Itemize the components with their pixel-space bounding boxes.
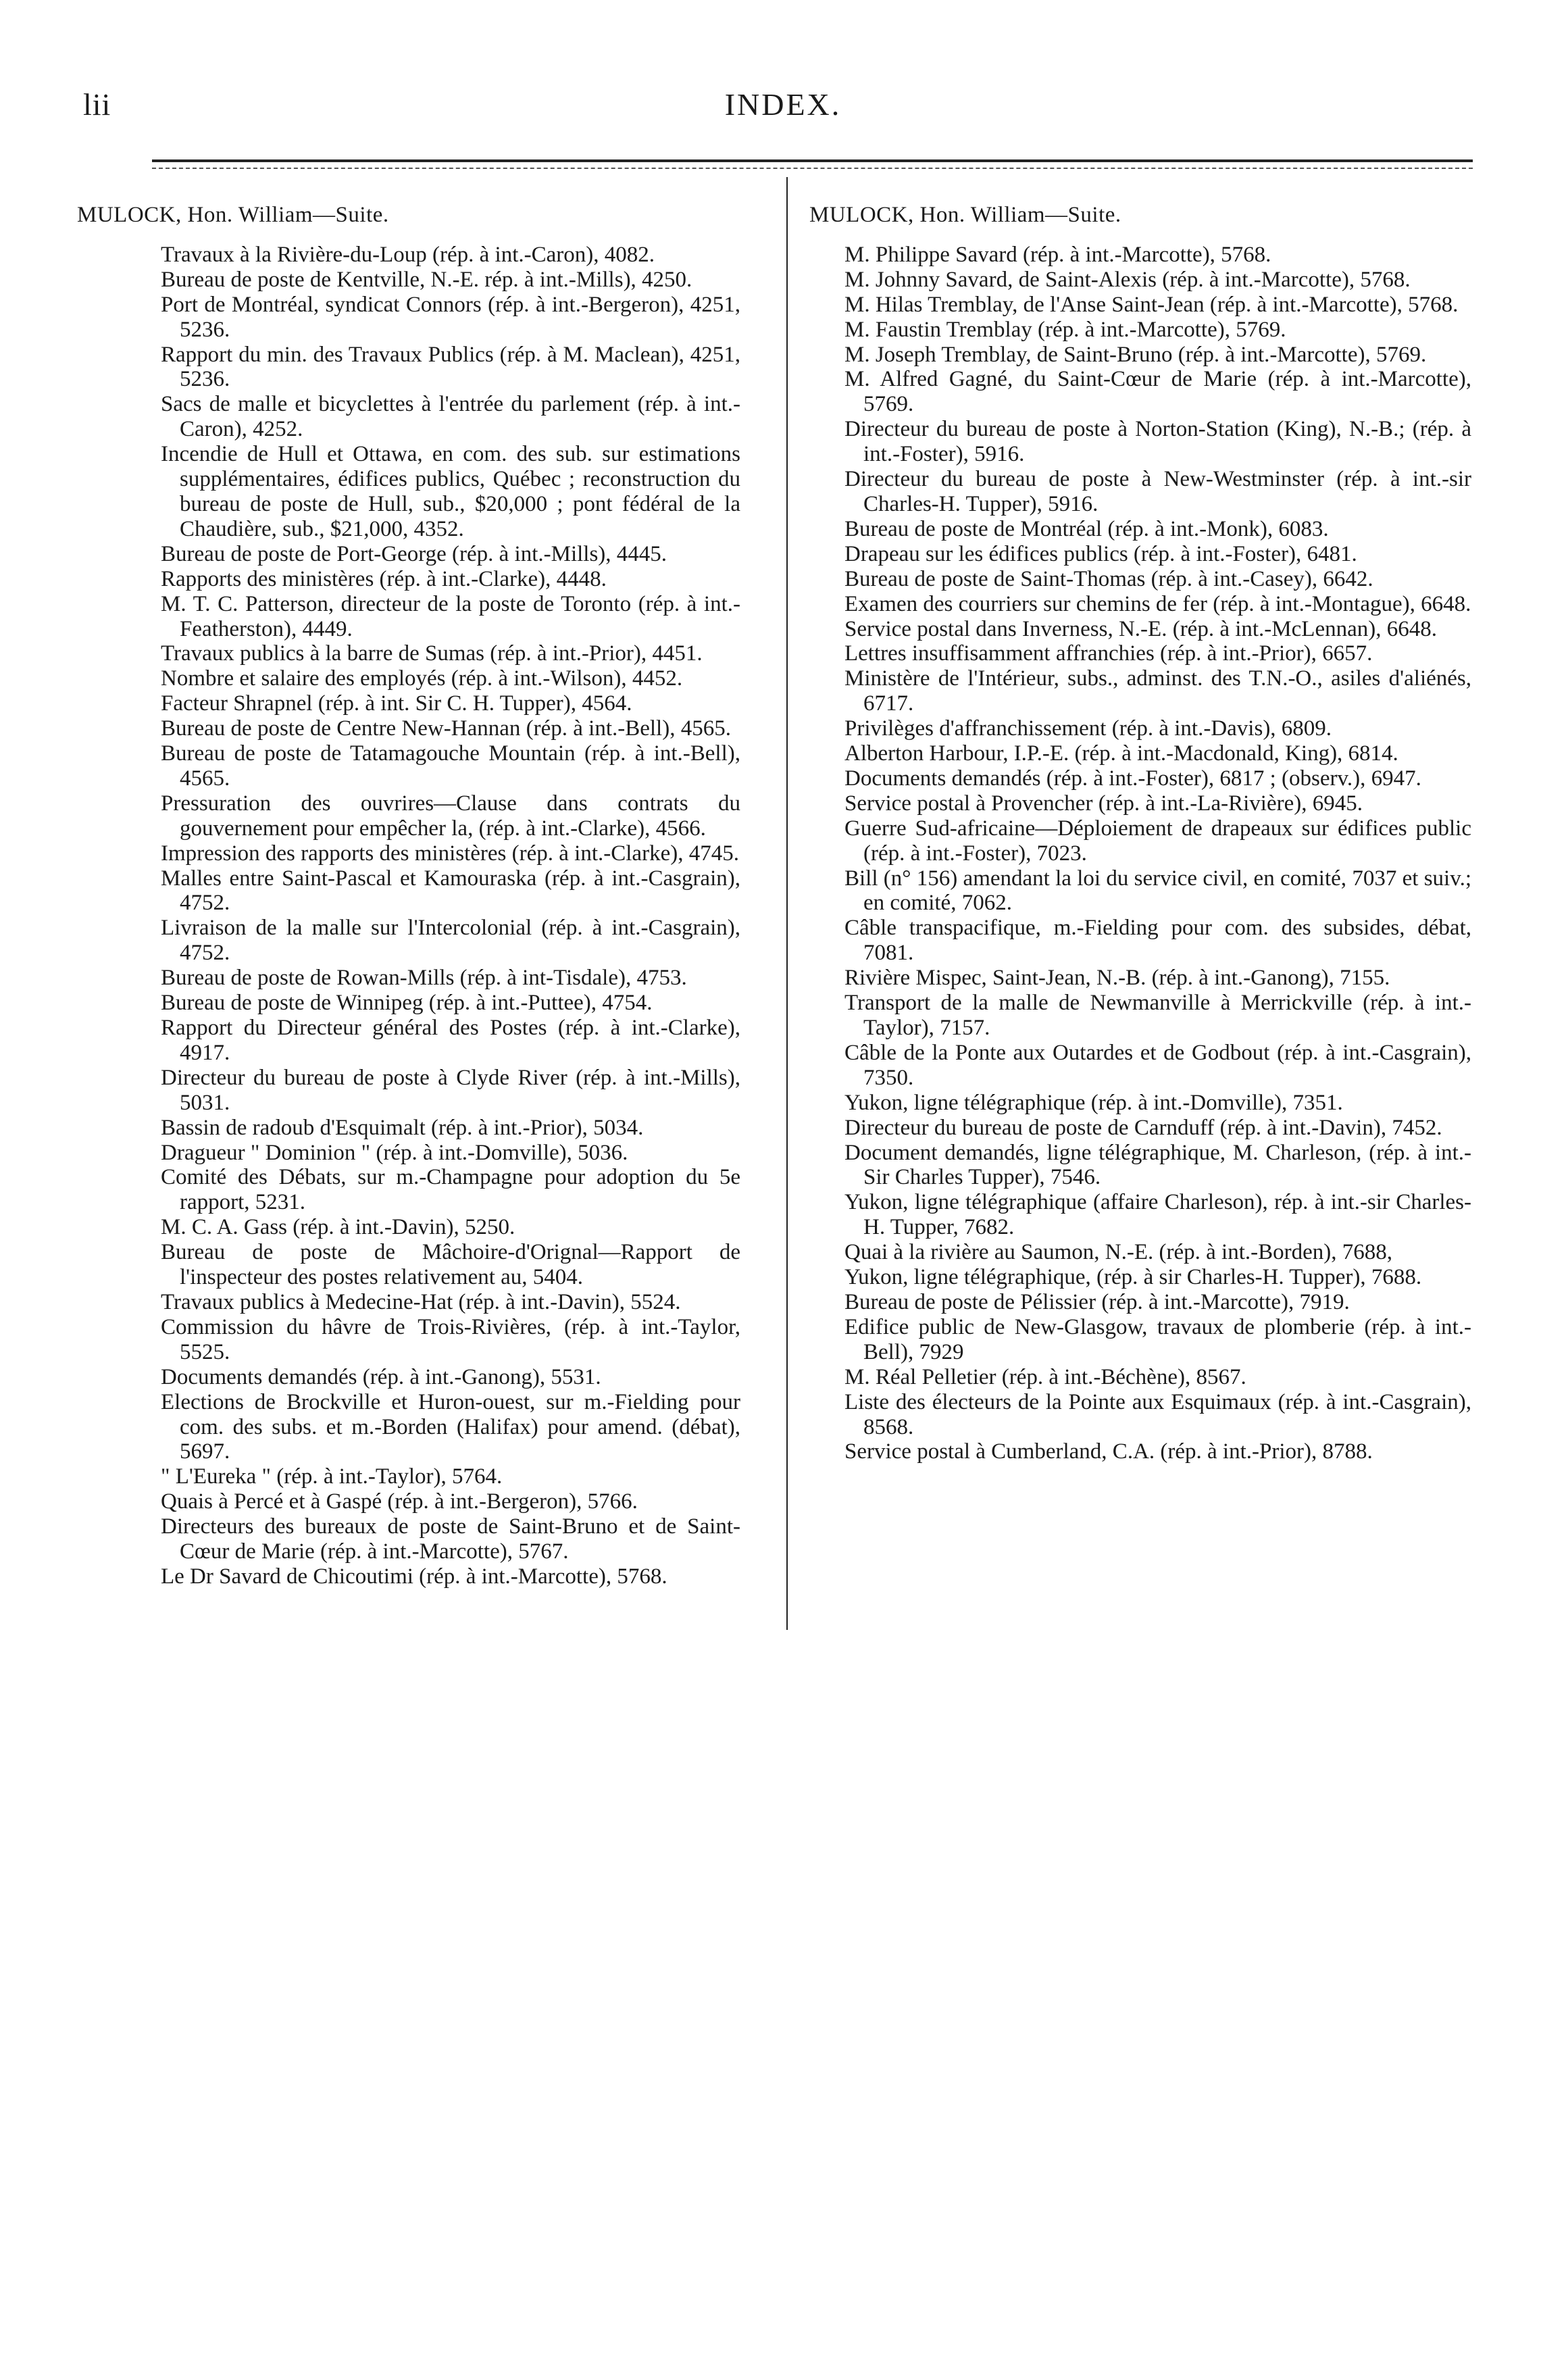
index-entry: Bureau de poste de Rowan-Mills (rép. à int-Tisdale), 4753. (161, 966, 687, 991)
index-entry: Bureau de poste de Winnipeg (rép. à int.-Puttee), 4754. (161, 991, 653, 1016)
index-entry: M. Alfred Gagné, du Saint-Cœur de Marie (rép. à int.-Marcotte), 5769. (844, 367, 1471, 417)
index-entry: Document demandés, ligne télégraphique, M. Charleson, (rép. à int.-Sir Charles Tupper), 7546. (844, 1140, 1471, 1190)
index-entry: Privilèges d'affranchissement (rép. à int.-Davis), 6809. (844, 716, 1332, 741)
index-entry: Yukon, ligne télégraphique (rép. à int.-Domville), 7351. (844, 1090, 1343, 1115)
index-entry: Documents demandés (rép. à int.-Ganong), 5531. (161, 1364, 601, 1389)
index-entry: Impression des rapports des ministères (rép. à int.-Clarke), 4745. (161, 841, 739, 866)
index-entry: Nombre et salaire des employés (rép. à int.-Wilson), 4452. (161, 666, 683, 691)
right-column (809, 203, 1471, 1464)
index-entry: Rapport du min. des Travaux Publics (rép. à M. Maclean), 4251, 5236. (161, 342, 740, 392)
index-entry: Bassin de radoub d'Esquimalt (rép. à int.-Prior), 5034. (161, 1115, 644, 1140)
index-entry: Bureau de poste de Saint-Thomas (rép. à int.-Casey), 6642. (844, 566, 1373, 591)
index-entry: Port de Montréal, syndicat Connors (rép. à int.-Bergeron), 4251, 5236. (161, 292, 740, 342)
index-entry: Lettres insuffisamment affranchies (rép. à int.-Prior), 6657. (844, 641, 1373, 666)
index-entry: Bureau de poste de Mâchoire-d'Orignal—Rapport de l'inspecteur des postes relativement au, 5404. (161, 1240, 740, 1290)
index-entry: Bureau de poste de Centre New-Hannan (rép. à int.-Bell), 4565. (161, 716, 731, 741)
index-entry: Quai à la rivière au Saumon, N.-E. (rép. à int.-Borden), 7688, (844, 1240, 1392, 1265)
index-entry: Travaux à la Rivière-du-Loup (rép. à int.-Caron), 4082. (161, 242, 655, 267)
header-rule-secondary (152, 168, 1473, 169)
index-entry: Edifice public de New-Glasgow, travaux de plomberie (rép. à int.-Bell), 7929 (844, 1314, 1471, 1364)
index-entry: Câble transpacifique, m.-Fielding pour com. des subsides, débat, 7081. (844, 916, 1471, 966)
left-column-heading: MULOCK, Hon. William—Suite. (77, 203, 389, 227)
header-rule (152, 159, 1473, 162)
left-column (77, 203, 740, 1589)
index-entry: Yukon, ligne télégraphique, (rép. à sir Charles-H. Tupper), 7688. (844, 1265, 1422, 1290)
index-entry: M. Johnny Savard, de Saint-Alexis (rép. à int.-Marcotte), 5768. (844, 267, 1411, 292)
page-number: lii (83, 87, 111, 122)
index-entry: Bureau de poste de Kentville, N.-E. rép. à int.-Mills), 4250. (161, 267, 692, 292)
right-column-heading: MULOCK, Hon. William—Suite. (809, 203, 1121, 227)
index-entry: Bureau de poste de Port-George (rép. à int.-Mills), 4445. (161, 541, 667, 566)
index-entry: M. T. C. Patterson, directeur de la poste de Toronto (rép. à int.-Featherston), 4449. (161, 591, 740, 641)
index-entry: Directeurs des bureaux de poste de Saint-Bruno et de Saint-Cœur de Marie (rép. à int.-Marcotte), 5767. (161, 1514, 740, 1564)
index-entry: Transport de la malle de Newmanville à Merrickville (rép. à int.-Taylor), 7157. (844, 991, 1471, 1040)
index-entry: M. C. A. Gass (rép. à int.-Davin), 5250. (161, 1215, 515, 1240)
index-entry: Commission du hâvre de Trois-Rivières, (rép. à int.-Taylor, 5525. (161, 1314, 740, 1364)
index-entry: Service postal à Cumberland, C.A. (rép. à int.-Prior), 8788. (844, 1439, 1373, 1464)
index-entry: Examen des courriers sur chemins de fer (rép. à int.-Montague), 6648. (844, 591, 1471, 616)
index-entry: Malles entre Saint-Pascal et Kamouraska (rép. à int.-Casgrain), 4752. (161, 866, 740, 916)
index-entry: Bureau de poste de Pélissier (rép. à int.-Marcotte), 7919. (844, 1289, 1350, 1314)
index-entry: Incendie de Hull et Ottawa, en com. des sub. sur estimations supplémentaires, édifices publics, Québec ; reconstruction du bureau de poste de Hull, sub., $20,000 ; pont fédéral de la Chaudière, sub., $21,000, 4352. (161, 442, 740, 541)
index-entry: Quais à Percé et à Gaspé (rép. à int.-Bergeron), 5766. (161, 1489, 638, 1514)
index-entry: Travaux publics à la barre de Sumas (rép. à int.-Prior), 4451. (161, 641, 703, 666)
index-entry: Bureau de poste de Montréal (rép. à int.-Monk), 6083. (844, 516, 1329, 541)
index-entry: Directeur du bureau de poste de Carnduff (rép. à int.-Davin), 7452. (844, 1115, 1442, 1140)
index-entry: Rivière Mispec, Saint-Jean, N.-B. (rép. à int.-Ganong), 7155. (844, 966, 1390, 991)
index-entry: Facteur Shrapnel (rép. à int. Sir C. H. Tupper), 4564. (161, 691, 632, 716)
index-entry: Documents demandés (rép. à int.-Foster), 6817 ; (observ.), 6947. (844, 766, 1421, 791)
index-entry: M. Faustin Tremblay (rép. à int.-Marcotte), 5769. (844, 317, 1286, 342)
index-entry: Guerre Sud-africaine—Déploiement de drapeaux sur édifices public (rép. à int.-Foster), 7023. (844, 816, 1471, 866)
index-entry: Directeur du bureau de poste à New-Westminster (rép. à int.-sir Charles-H. Tupper), 5916. (844, 467, 1471, 516)
index-entry: Directeur du bureau de poste à Norton-Station (King), N.-B.; (rép. à int.-Foster), 5916. (844, 417, 1471, 467)
index-entry: Dragueur " Dominion " (rép. à int.-Domville), 5036. (161, 1140, 628, 1165)
index-entry: Comité des Débats, sur m.-Champagne pour adoption du 5e rapport, 5231. (161, 1165, 740, 1215)
index-entry: Service postal à Provencher (rép. à int.-La-Rivière), 6945. (844, 791, 1363, 816)
index-entry: Bill (n° 156) amendant la loi du service civil, en comité, 7037 et suiv.; en comité, 7062. (844, 866, 1471, 916)
index-entry: Liste des électeurs de la Pointe aux Esquimaux (rép. à int.-Casgrain), 8568. (844, 1389, 1471, 1439)
index-entry: Livraison de la malle sur l'Intercolonial (rép. à int.-Casgrain), 4752. (161, 916, 740, 966)
index-entry: Rapport du Directeur général des Postes (rép. à int.-Clarke), 4917. (161, 1016, 740, 1065)
index-entry: Câble de la Ponte aux Outardes et de Godbout (rép. à int.-Casgrain), 7350. (844, 1040, 1471, 1090)
index-entry: M. Réal Pelletier (rép. à int.-Béchène), 8567. (844, 1364, 1246, 1389)
index-entry: Sacs de malle et bicyclettes à l'entrée du parlement (rép. à int.-Caron), 4252. (161, 392, 740, 442)
index-entry: Rapports des ministères (rép. à int.-Clarke), 4448. (161, 566, 607, 591)
index-entry: Travaux publics à Medecine-Hat (rép. à int.-Davin), 5524. (161, 1289, 681, 1314)
index-entry: Alberton Harbour, I.P.-E. (rép. à int.-Macdonald, King), 6814. (844, 741, 1398, 766)
index-entry: M. Philippe Savard (rép. à int.-Marcotte), 5768. (844, 242, 1271, 267)
index-entry: Ministère de l'Intérieur, subs., adminst. des T.N.-O., asiles d'aliénés, 6717. (844, 666, 1471, 716)
column-divider (786, 177, 788, 1630)
index-entry: M. Hilas Tremblay, de l'Anse Saint-Jean (rép. à int.-Marcotte), 5768. (844, 292, 1459, 317)
index-entry: M. Joseph Tremblay, de Saint-Bruno (rép. à int.-Marcotte), 5769. (844, 342, 1427, 367)
index-entry: Pressuration des ouvrires—Clause dans contrats du gouvernement pour empêcher la, (rép. à int.-Clarke), 4566. (161, 791, 740, 841)
index-entry: Drapeau sur les édifices publics (rép. à int.-Foster), 6481. (844, 541, 1357, 566)
index-entry: Elections de Brockville et Huron-ouest, sur m.-Fielding pour com. des subs. et m.-Borden (Halifax) pour amend. (débat), 5697. (161, 1389, 740, 1464)
index-entry: " L'Eureka " (rép. à int.-Taylor), 5764. (161, 1464, 503, 1489)
index-entry: Service postal dans Inverness, N.-E. (rép. à int.-McLennan), 6648. (844, 616, 1437, 641)
index-entry: Le Dr Savard de Chicoutimi (rép. à int.-Marcotte), 5768. (161, 1564, 667, 1589)
index-entry: Bureau de poste de Tatamagouche Mountain (rép. à int.-Bell), 4565. (161, 741, 740, 791)
index-entry: Directeur du bureau de poste à Clyde River (rép. à int.-Mills), 5031. (161, 1065, 740, 1115)
index-entry: Yukon, ligne télégraphique (affaire Charleson), rép. à int.-sir Charles-H. Tupper, 7682. (844, 1190, 1471, 1240)
page-title: INDEX. (724, 87, 842, 122)
